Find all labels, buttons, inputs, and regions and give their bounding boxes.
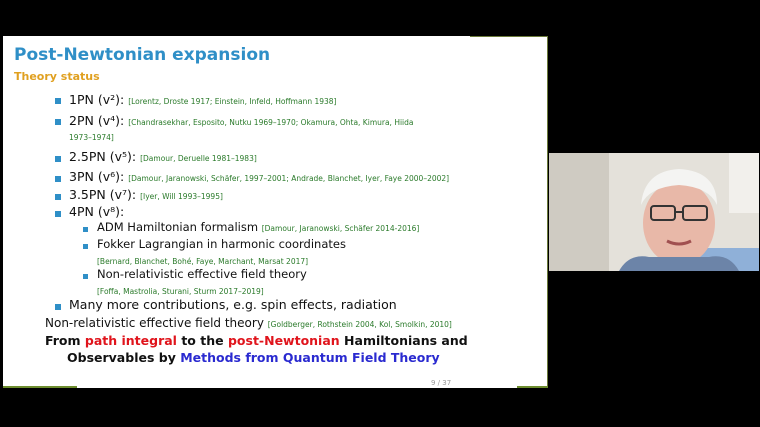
bullet-icon bbox=[55, 304, 61, 310]
reference-continued: 1973–1974] bbox=[69, 133, 114, 142]
presenter-video-icon bbox=[549, 153, 759, 271]
sub-bullet-icon bbox=[83, 227, 88, 232]
nreft-line: Non-relativistic effective field theory [Goldberger, Rothstein 2004, Kol, Smolkin, 2010] bbox=[45, 316, 452, 330]
list-item: Many more contributions, e.g. spin effects, radiation bbox=[69, 297, 397, 312]
sub-bullet-icon bbox=[83, 274, 88, 279]
conclusion-line-1: From path integral to the post-Newtonian Hamiltonians and bbox=[45, 333, 468, 348]
list-item: 1PN (v²): [Lorentz, Droste 1917; Einstein, Infeld, Hoffmann 1938] bbox=[69, 92, 337, 107]
sub-list-item: Fokker Lagrangian in harmonic coordinates bbox=[97, 237, 346, 251]
bullet-icon bbox=[55, 176, 61, 182]
progress-mark bbox=[517, 386, 548, 388]
sub-list-item: ADM Hamiltonian formalism [Damour, Jaranowski, Schäfer 2014-2016] bbox=[97, 220, 420, 234]
slide-frame bbox=[470, 36, 548, 388]
list-item: 2.5PN (v⁵): [Damour, Deruelle 1981–1983] bbox=[69, 149, 257, 164]
reference: [Foffa, Mastrolia, Sturani, Sturm 2017–2019] bbox=[97, 287, 264, 296]
reference: [Bernard, Blanchet, Bohé, Faye, Marchant, Marsat 2017] bbox=[97, 257, 309, 266]
slide-title: Post-Newtonian expansion bbox=[14, 45, 271, 65]
webcam-video[interactable] bbox=[549, 153, 759, 271]
slide-subtitle: Theory status bbox=[14, 70, 100, 83]
bullet-icon bbox=[55, 98, 61, 104]
conclusion-line-2: Observables by Methods from Quantum Field Theory bbox=[67, 350, 440, 365]
presentation-slide bbox=[3, 36, 547, 388]
progress-mark bbox=[3, 386, 77, 388]
sub-bullet-icon bbox=[83, 244, 88, 249]
bullet-icon bbox=[55, 156, 61, 162]
list-item: 3.5PN (v⁷): [Iyer, Will 1993–1995] bbox=[69, 187, 223, 202]
bullet-icon bbox=[55, 119, 61, 125]
bullet-icon bbox=[55, 194, 61, 200]
list-item: 2PN (v⁴): [Chandrasekhar, Esposito, Nutku 1969–1970; Okamura, Ohta, Kimura, Hiida bbox=[69, 113, 414, 128]
sub-list-item: Non-relativistic effective field theory bbox=[97, 267, 307, 281]
page-number: 9 / 37 bbox=[431, 379, 452, 387]
list-item: 3PN (v⁶): [Damour, Jaranowski, Schäfer, 1997–2001; Andrade, Blanchet, Iyer, Faye 2000–2002] bbox=[69, 169, 450, 184]
list-item: 4PN (v⁸): bbox=[69, 204, 125, 219]
bullet-icon bbox=[55, 211, 61, 217]
